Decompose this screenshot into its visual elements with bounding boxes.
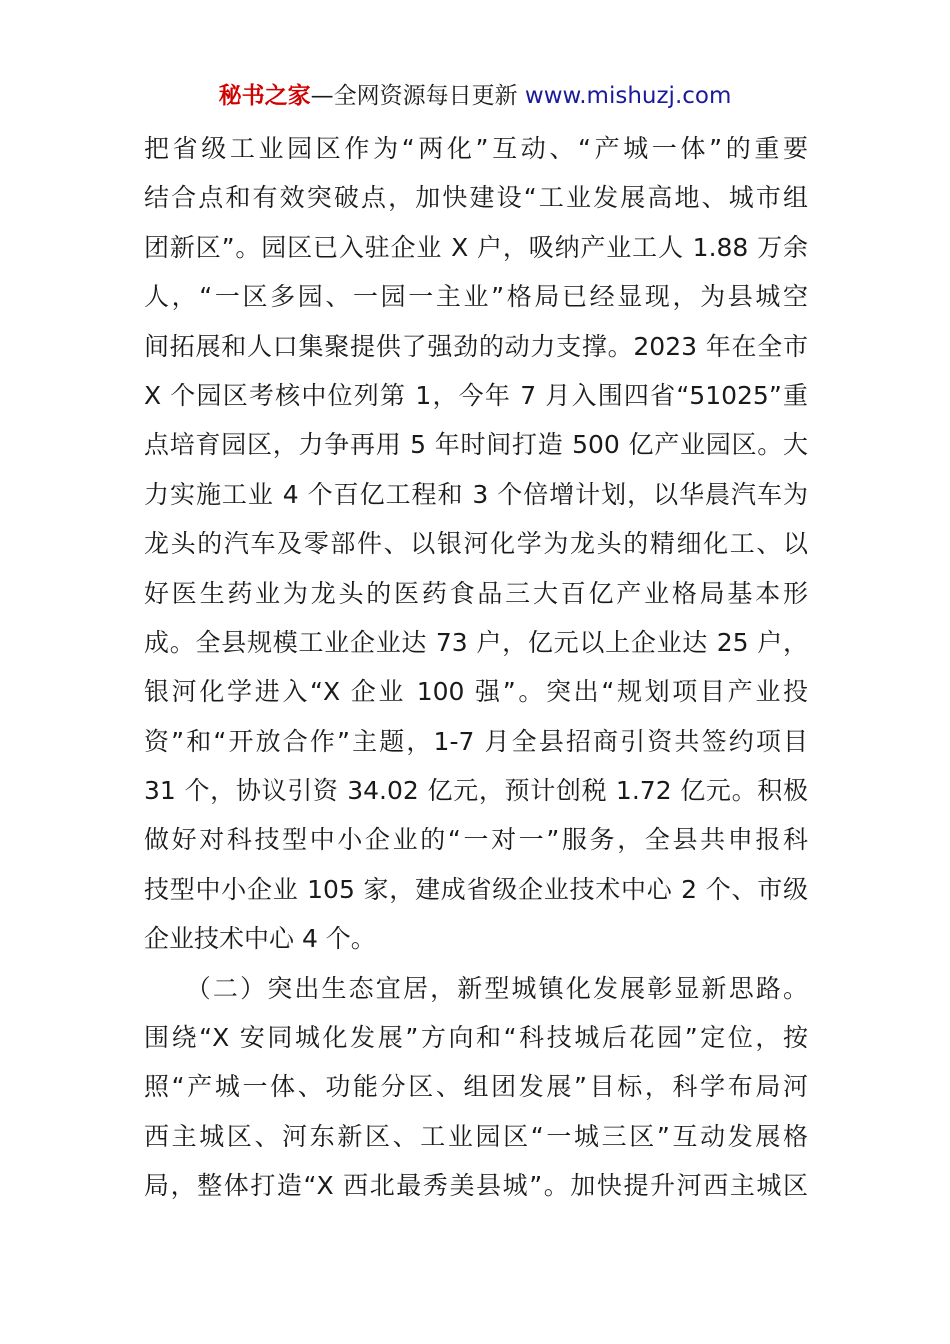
text-line: 力实施工业 4 个百亿工程和 3 个倍增计划，以华晨汽车为: [144, 479, 808, 509]
text-line: 银河化学进入“X 企业 100 强”。突出“规划项目产业投: [144, 677, 808, 707]
text-line: （二）突出生态宜居，新型城镇化发展彰显新思路。: [144, 973, 808, 1003]
watermark-brand: 秘书之家: [218, 83, 311, 109]
text-line: 照“产城一体、功能分区、组团发展”目标，科学布局河: [144, 1072, 808, 1102]
text-line: 团新区”。园区已入驻企业 X 户，吸纳产业工人 1.88 万余: [144, 232, 808, 262]
text-line: 31 个，协议引资 34.02 亿元，预计创税 1.72 亿元。积极: [144, 776, 808, 806]
text-line: 成。全县规模工业企业达 73 户，亿元以上企业达 25 户，: [144, 627, 808, 657]
text-line: 好医生药业为龙头的医药食品三大百亿产业格局基本形: [144, 578, 808, 608]
text-line: 做好对科技型中小企业的“一对一”服务，全县共申报科: [144, 825, 808, 855]
document-body: [144, 124, 808, 1211]
text-line: 西主城区、河东新区、工业园区“一城三区”互动发展格: [144, 1121, 808, 1151]
text-line: 围绕“X 安同城化发展”方向和“科技城后花园”定位，按: [144, 1023, 808, 1053]
text-line: 人，“一区多园、一园一主业”格局已经显现，为县城空: [144, 282, 808, 312]
text-line: 结合点和有效突破点，加快建设“工业发展高地、城市组: [144, 183, 808, 213]
text-line: 技型中小企业 105 家，建成省级企业技术中心 2 个、市级: [144, 874, 808, 904]
text-line: 资”和“开放合作”主题，1-7 月全县招商引资共签约项目: [144, 726, 808, 756]
watermark-tagline: —全网资源每日更新: [310, 83, 525, 109]
text-line: X 个园区考核中位列第 1，今年 7 月入围四省“51025”重: [144, 380, 808, 410]
watermark-url: www.mishuzj.com: [524, 83, 732, 109]
text-line: 点培育园区，力争再用 5 年时间打造 500 亿产业园区。大: [144, 430, 808, 460]
text-line: 企业技术中心 4 个。: [144, 924, 376, 954]
text-line: 局，整体打造“X 西北最秀美县城”。加快提升河西主城区: [144, 1171, 808, 1201]
text-line: 龙头的汽车及零部件、以银河化学为龙头的精细化工、以: [144, 529, 808, 559]
text-line: 间拓展和人口集聚提供了强劲的动力支撑。2023 年在全市: [144, 331, 808, 361]
text-line: 把省级工业园区作为“两化”互动、“产城一体”的重要: [144, 134, 808, 163]
site-watermark-header: [0, 80, 950, 112]
